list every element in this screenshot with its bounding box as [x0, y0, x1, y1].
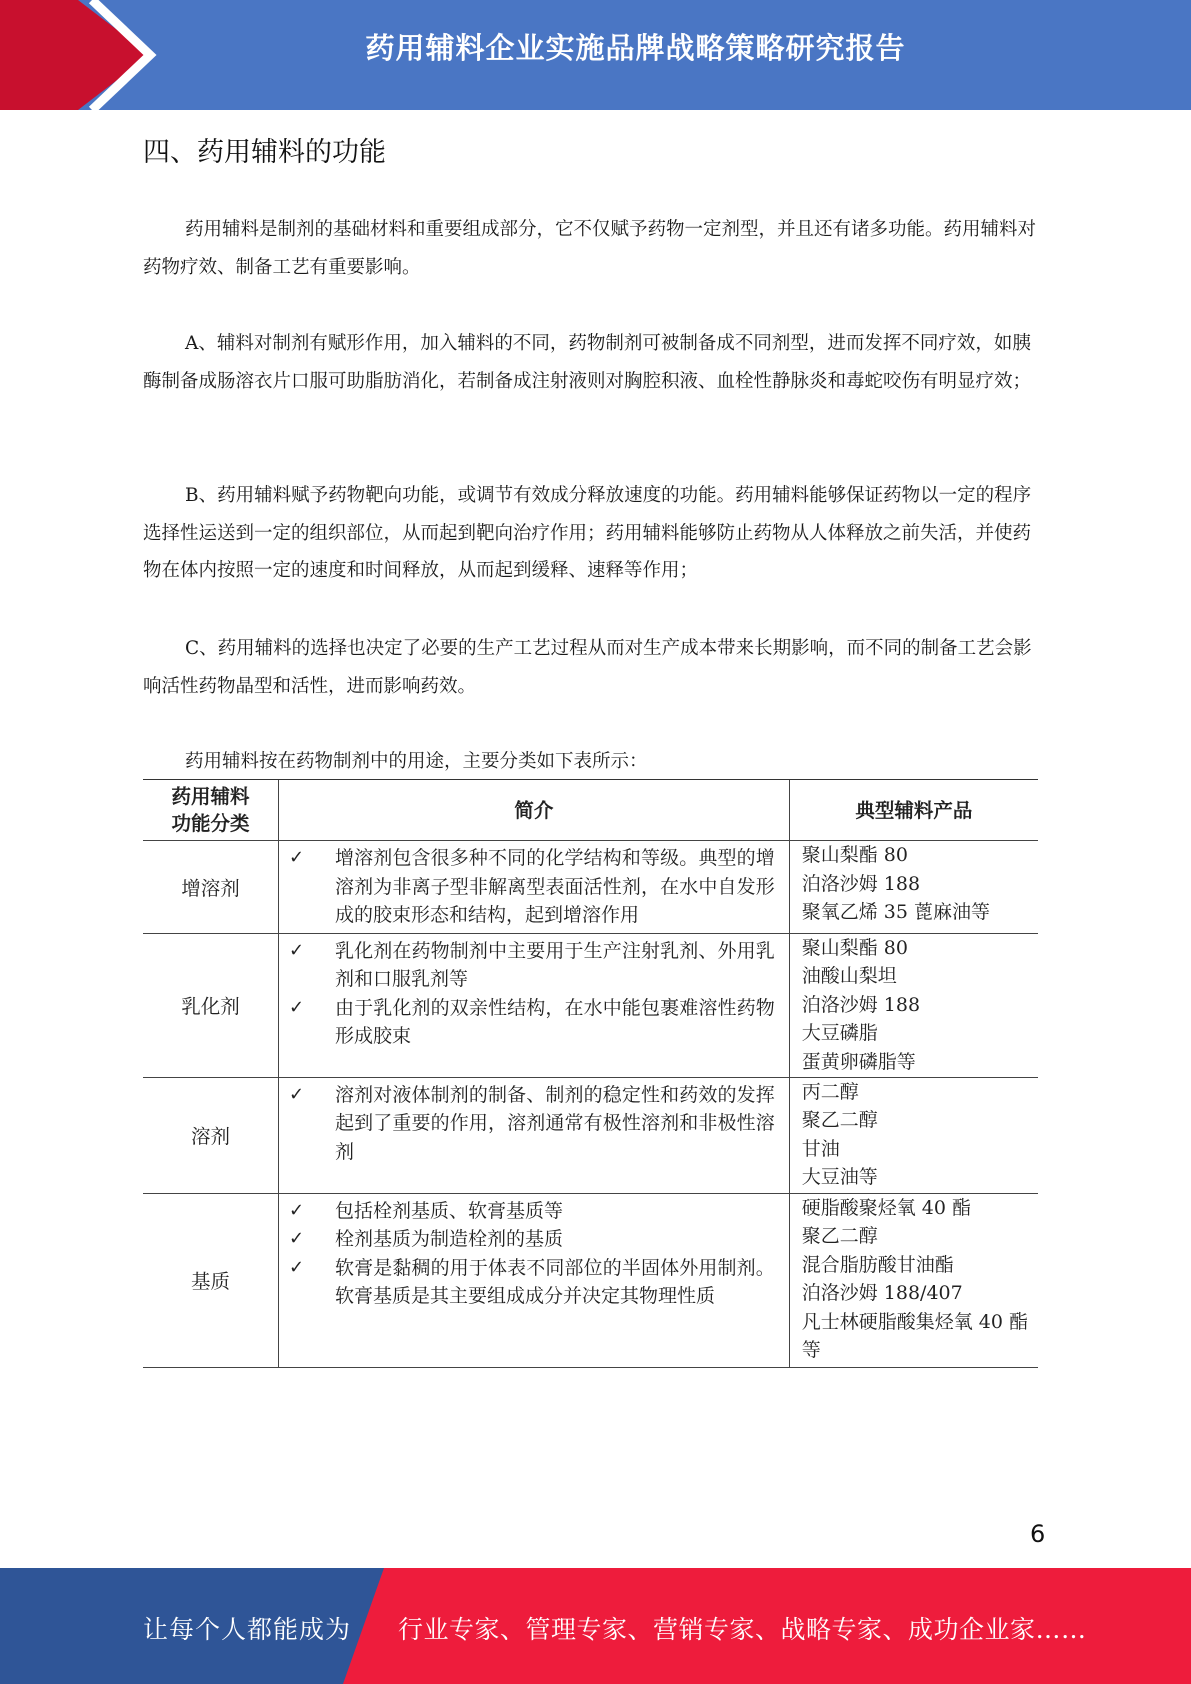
product-item: 蛋黄卵磷脂等: [801, 1050, 916, 1073]
product-item: 泊洛沙姆 188: [801, 993, 921, 1016]
table-row: [143, 933, 1038, 1077]
category-cell: 基质: [143, 1193, 279, 1367]
section-heading: 四、药用辅料的功能: [143, 137, 386, 168]
product-item: 聚乙二醇: [801, 1225, 878, 1247]
product-item: 大豆油等: [801, 1166, 878, 1188]
table-row: [143, 1193, 1038, 1367]
header-category: [143, 780, 279, 841]
intro-cell: [279, 841, 790, 934]
excipient-function-table: [143, 779, 1038, 1368]
intro-list: [279, 841, 789, 933]
header-banner: [0, 0, 1191, 110]
product-item: 聚氧乙烯 35 蓖麻油等: [801, 901, 990, 923]
products-cell: [789, 1193, 1038, 1367]
intro-cell: [279, 1077, 790, 1193]
product-item: 硬脂酸聚烃氧 40 酯: [801, 1196, 971, 1219]
product-item: 甘油: [801, 1137, 840, 1160]
checkmark-icon: ✓: [289, 1256, 305, 1278]
intro-item: [289, 1197, 775, 1226]
product-item: 聚山梨酯 80: [801, 844, 908, 866]
intro-text: 增溶剂包含很多种不同的化学结构和等级。典型的增溶剂为非离子型非解离型表面活性剂，在水中自发形成的胶束形态和结构，起到增溶作用: [335, 847, 775, 926]
table-caption: 药用辅料按在药物制剂中的用途，主要分类如下表所示：: [185, 751, 648, 772]
checkmark-icon: ✓: [289, 1083, 305, 1105]
footer-slogan-right: 行业专家、管理专家、营销专家、战略专家、成功企业家……: [398, 1615, 1087, 1644]
category-cell: 乳化剂: [143, 933, 279, 1077]
product-list: [790, 1194, 1038, 1365]
checkmark-icon: ✓: [289, 847, 305, 868]
product-item: 泊洛沙姆 188: [801, 872, 921, 895]
product-list: [790, 841, 1038, 927]
checkmark-icon: ✓: [289, 1199, 305, 1221]
intro-text: 溶剂对液体制剂的制备、制剂的稳定性和药效的发挥起到了重要的作用，溶剂通常有极性溶剂和非极性溶剂: [335, 1083, 775, 1163]
checkmark-icon: ✓: [289, 939, 305, 961]
report-title: 药用辅料企业实施品牌战略策略研究报告: [365, 31, 906, 65]
intro-item: [289, 1081, 775, 1167]
footer-slogan-left: 让每个人都能成为: [143, 1615, 352, 1644]
header-category-line1: 药用辅料: [171, 785, 250, 808]
paragraph-a: A、辅料对制剂有赋形作用，加入辅料的不同，药物制剂可被制备成不同剂型，进而发挥不同疗效，如胰酶制备成肠溶衣片口服可助脂肪消化，若制备成注射液则对胸腔积液、血栓性静脉炎和毒蛇咬伤有明显疗效；: [143, 333, 1032, 392]
paragraph-intro: 药用辅料是制剂的基础材料和重要组成部分，它不仅赋予药物一定剂型，并且还有诸多功能。药用辅料对药物疗效、制备工艺有重要影响。: [143, 219, 1037, 278]
intro-cell: [279, 1193, 790, 1367]
intro-item: [289, 1254, 775, 1311]
products-cell: [789, 933, 1038, 1077]
intro-item: [289, 1225, 775, 1254]
paragraph-b: B、药用辅料赋予药物靶向功能，或调节有效成分释放速度的功能。药用辅料能够保证药物以一定的程序选择性运送到一定的组织部位，从而起到靶向治疗作用；药用辅料能够防止药物从人体释放之前失活，并使药物在体内按照一定的速度和时间释放，从而起到缓释、速释等作用；: [143, 485, 1032, 581]
intro-text: 软膏是黏稠的用于体表不同部位的半固体外用制剂。软膏基质是其主要组成成分并决定其物理性质: [335, 1256, 775, 1307]
intro-text: 乳化剂在药物制剂中主要用于生产注射乳剂、外用乳剂和口服乳剂等: [335, 939, 775, 990]
intro-item: [289, 844, 775, 930]
products-cell: [789, 841, 1038, 934]
header-products: 典型辅料产品: [789, 780, 1038, 841]
paragraph-c: C、药用辅料的选择也决定了必要的生产工艺过程从而对生产成本带来长期影响，而不同的制备工艺会影响活性药物晶型和活性，进而影响药效。: [143, 638, 1032, 697]
table-row: [143, 841, 1038, 934]
page-number: 6: [1030, 1520, 1046, 1548]
product-item: 大豆磷脂: [801, 1022, 878, 1044]
intro-cell: [279, 933, 790, 1077]
product-list: [790, 934, 1038, 1077]
intro-item: [289, 994, 775, 1051]
checkmark-icon: ✓: [289, 996, 305, 1018]
category-cell: 溶剂: [143, 1077, 279, 1193]
table-header-row: [143, 780, 1038, 841]
product-item: 油酸山梨坦: [801, 965, 897, 987]
product-list: [790, 1078, 1038, 1192]
footer-banner: [0, 1568, 1191, 1684]
intro-text: 由于乳化剂的双亲性结构，在水中能包裹难溶性药物形成胶束: [335, 996, 775, 1047]
checkmark-icon: ✓: [289, 1228, 305, 1249]
header-category-line2: 功能分类: [171, 812, 250, 835]
product-item: 聚山梨酯 80: [801, 936, 908, 959]
product-item: 混合脂肪酸甘油酯: [801, 1253, 954, 1276]
table-row: [143, 1077, 1038, 1193]
intro-text: 包括栓剂基质、软膏基质等: [335, 1199, 564, 1222]
category-cell: 增溶剂: [143, 841, 279, 934]
intro-list: [279, 1078, 789, 1170]
product-item: 丙二醇: [801, 1080, 859, 1103]
intro-list: [279, 1194, 789, 1314]
product-item: 泊洛沙姆 188/407: [801, 1282, 963, 1304]
intro-list: [279, 934, 789, 1054]
products-cell: [789, 1077, 1038, 1193]
intro-text: 栓剂基质为制造栓剂的基质: [335, 1228, 564, 1250]
product-item: 聚乙二醇: [801, 1109, 878, 1131]
product-item: 凡士林硬脂酸集烃氧 40 酯等: [801, 1310, 1028, 1361]
header-intro: 简介: [279, 780, 790, 841]
intro-item: [289, 937, 775, 994]
